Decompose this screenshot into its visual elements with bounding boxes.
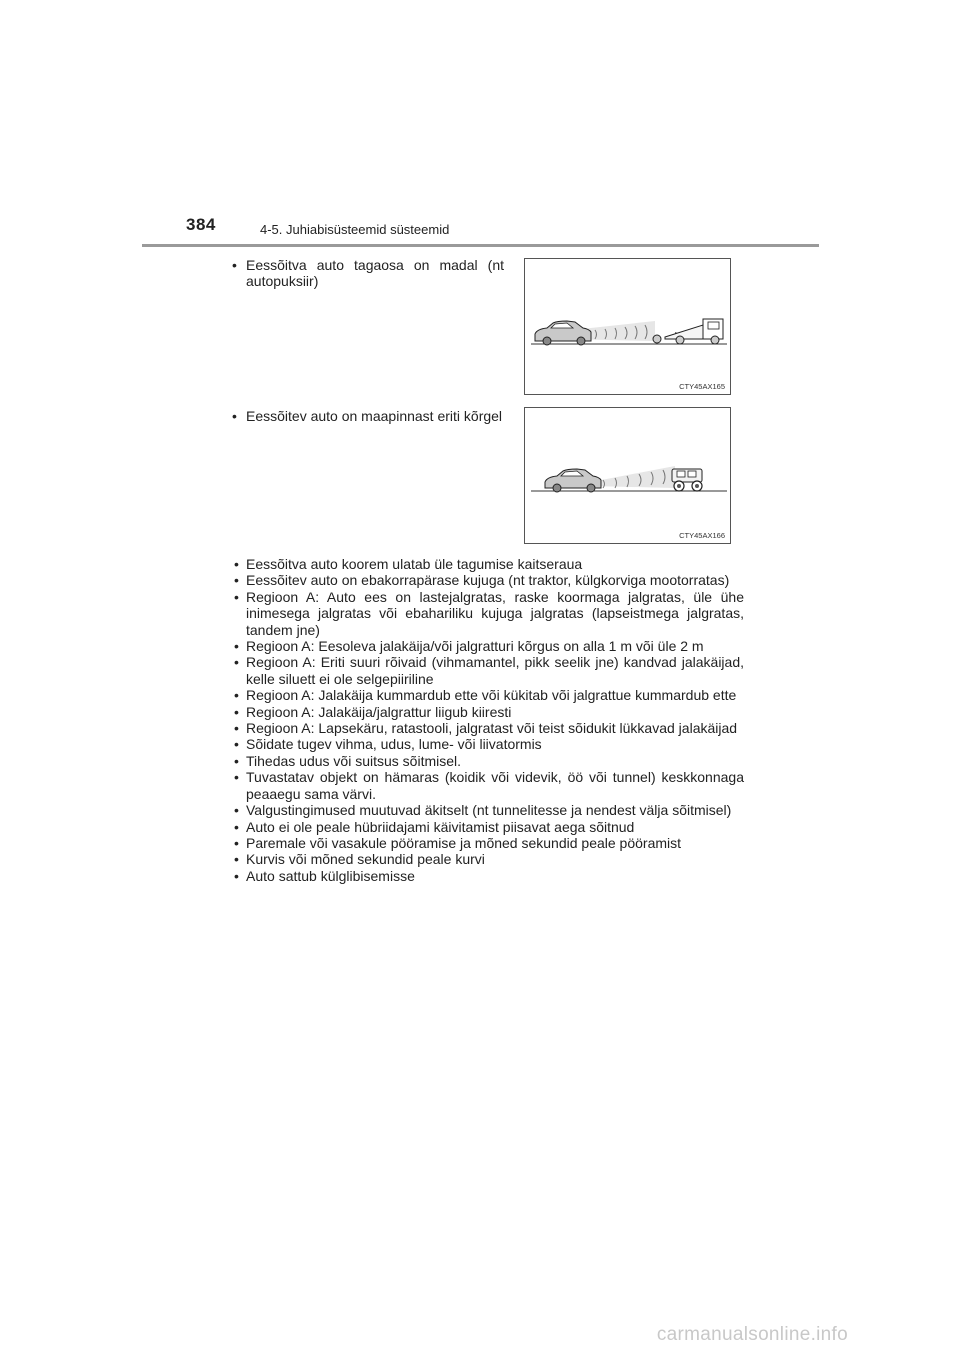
list-item: • Regioon A: Jalakäija kummardub ette või kükitab või jalgrattue kummardub ette <box>232 687 744 703</box>
list-item: • Regioon A: Auto ees on lastejalgratas, raske koormaga jalgratas, üle ühe inimesega jalgratas või ebahariliku kujuga jalgratas (lapseistmega jalgratas, tandem jne) <box>232 589 744 638</box>
list-item: • Eessõitva auto koorem ulatab üle tagumise kaitseraua <box>232 556 744 572</box>
illustration-low-rear-vehicle-drawing <box>525 259 732 396</box>
list-item: • Kurvis või mõned sekundid peale kurvi <box>232 851 744 867</box>
list-item: • Regioon A: Lapsekäru, ratastooli, jalgratast või teist sõidukit lükkavad jalakäijad <box>232 720 744 736</box>
figure-code-2: CTY45AX166 <box>679 531 725 540</box>
watermark: carmanualsonline.info <box>656 1324 848 1345</box>
list-item: • Sõidate tugev vihma, udus, lume- või liivatormis <box>232 736 744 752</box>
figure-caption-1 <box>232 257 504 289</box>
figure-caption-2 <box>232 408 504 424</box>
illustration-low-rear-vehicle <box>524 258 731 395</box>
condition-list <box>232 556 744 884</box>
list-item: • Paremale või vasakule pööramise ja mõned sekundid peale pööramist <box>232 835 744 851</box>
list-item: • Eessõitev auto on ebakorrapärase kujuga (nt traktor, külgkorviga mootorratas) <box>232 572 744 588</box>
list-item: • Regioon A: Eesoleva jalakäija/või jalgratturi kõrgus on alla 1 m või üle 2 m <box>232 638 744 654</box>
list-item: • Tihedas udus või suitsus sõitmisel. <box>232 753 744 769</box>
header-rule <box>142 244 819 247</box>
list-item: • Auto ei ole peale hübriidajami käivitamist piisavat aega sõitnud <box>232 819 744 835</box>
bullet-dot: • <box>232 408 237 424</box>
list-item: • Auto sattub külglibisemisse <box>232 868 744 884</box>
figure-code-1: CTY45AX165 <box>679 382 725 391</box>
page-number: 384 <box>186 215 216 234</box>
list-item: • Regioon A: Eriti suuri rõivaid (vihmamantel, pikk seelik jne) kandvad jalakäijad, kelle siluett ei ole selgepiiriline <box>232 654 744 687</box>
figure-caption-2-text: Eessõitev auto on maapinnast eriti kõrgel <box>246 408 503 424</box>
list-item: • Tuvastatav objekt on hämaras (koidik või videvik, öö või tunnel) keskkonnaga peaaegu sama värvi. <box>232 769 744 802</box>
section-title: 4-5. Juhiabisüsteemid süsteemid <box>260 222 450 237</box>
illustration-high-vehicle <box>524 407 731 544</box>
bullet-dot: • <box>232 257 237 273</box>
illustration-high-vehicle-drawing <box>525 408 732 545</box>
figure-caption-1-text: Eessõitva auto tagaosa on madal (nt autopuksiir) <box>246 257 504 289</box>
list-item: • Regioon A: Jalakäija/jalgrattur liigub kiiresti <box>232 704 744 720</box>
list-item: • Valgustingimused muutuvad äkitselt (nt tunnelitesse ja nendest välja sõitmisel) <box>232 802 744 818</box>
